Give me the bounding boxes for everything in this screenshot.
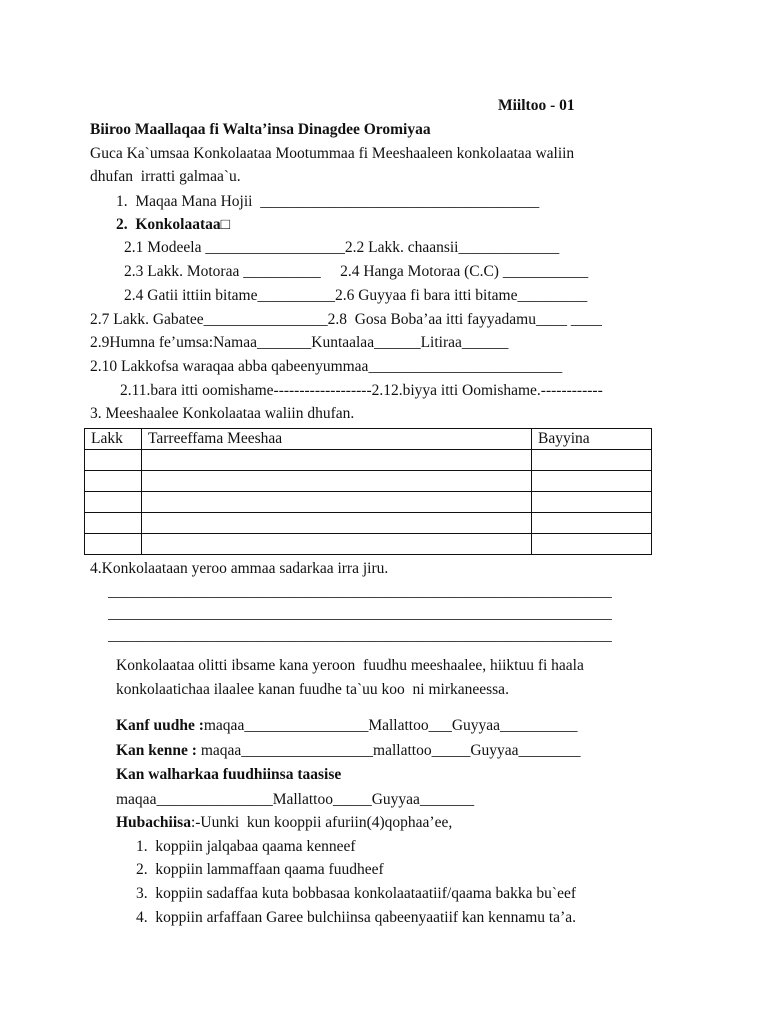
intro-line-1: Guca Ka`umsaa Konkolaataa Mootummaa fi Meeshaaleen konkolaataa waliin <box>90 145 575 162</box>
table-row <box>85 513 652 534</box>
table-cell <box>85 471 142 492</box>
table-cell <box>532 534 652 555</box>
copy-item: 4. koppiin arfaffaan Garee bulchiinsa qabeenyaatiif kan kennamu ta’a. <box>136 909 576 926</box>
model-chassis-fields: 2.1 Modeela __________________2.2 Lakk. chaansii_____________ <box>124 239 560 256</box>
copy-item: 1. koppiin jalqabaa qaama kenneef <box>136 838 356 855</box>
copy-item: 2. koppiin lammaffaan qaama fuudheef <box>136 861 384 878</box>
note-label: Hubachiisa <box>116 814 191 831</box>
form-number: Miiltoo - 01 <box>498 97 575 114</box>
price-date-fields: 2.4 Gatii ittiin bitame__________2.6 Guyyaa fi bara itti bitame_________ <box>124 287 588 304</box>
receiver-signature-line <box>116 716 578 736</box>
production-fields: 2.11.bara itti oomishame-------------------2.12.biyya itti Oomishame.------------ <box>120 382 603 399</box>
note-line <box>116 813 452 833</box>
capacity-fields: 2.9Humna fe’umsa:Namaa_______Kuntaalaa______Litiraa______ <box>90 334 509 351</box>
table-cell <box>142 513 532 534</box>
table-cell <box>532 492 652 513</box>
ownership-field: 2.10 Lakkofsa waraqaa abba qabeenyummaa_________________________ <box>90 358 563 375</box>
giver-signature-line <box>116 741 581 761</box>
office-title: Biiroo Maallaqaa fi Walta’insa Dinagdee Oromiyaa <box>90 121 431 138</box>
column-header: Lakk <box>85 429 142 450</box>
note-text: :-Uunki kun kooppii afuriin(4)qophaa’ee, <box>190 814 453 831</box>
plate-fuel-fields: 2.7 Lakk. Gabatee________________2.8 Gosa Boba’aa itti fayyadamu____ ____ <box>90 311 602 328</box>
table-cell <box>85 534 142 555</box>
table-cell <box>532 471 652 492</box>
receiver-fields: maqaa________________Mallattoo___Guyyaa__________ <box>203 717 578 734</box>
table-row <box>85 471 652 492</box>
table-cell <box>532 513 652 534</box>
table-cell <box>142 450 532 471</box>
copy-item: 3. koppiin sadaffaa kuta bobbasaa konkolaataatiif/qaama bakka bu`eef <box>136 885 576 902</box>
condition-line-3: _________________________________________________________________ <box>108 627 612 644</box>
intro-line-2: dhufan irratti galmaa`u. <box>90 168 241 185</box>
table-cell <box>532 450 652 471</box>
column-header: Tarreeffama Meeshaa <box>142 429 532 450</box>
receiver-label: Kanf uudhe : <box>116 717 204 734</box>
condition-heading: 4.Konkolaataan yeroo ammaa sadarkaa irra jiru. <box>90 560 389 577</box>
accessories-heading: 3. Meeshaalee Konkolaataa waliin dhufan. <box>90 405 355 422</box>
witness-label: Kan walharkaa fuudhiinsa taasise <box>116 766 342 783</box>
condition-line-1: _________________________________________________________________ <box>108 583 612 600</box>
vehicle-section-heading: 2. Konkolaataa□ <box>116 216 231 233</box>
table-header-row <box>85 429 652 450</box>
table-cell <box>142 492 532 513</box>
table-cell <box>142 471 532 492</box>
table-cell <box>85 450 142 471</box>
statement-line-1: Konkolaataa olitti ibsame kana yeroon fuudhu meeshaalee, hiiktuu fi haala <box>116 657 584 674</box>
table-row <box>85 450 652 471</box>
office-name-field: 1. Maqaa Mana Hojii ____________________________________ <box>116 193 540 210</box>
table-row <box>85 492 652 513</box>
condition-line-2: _________________________________________________________________ <box>108 605 612 622</box>
table-cell <box>85 492 142 513</box>
witness-fields: maqaa_______________Mallattoo_____Guyyaa_______ <box>116 791 475 808</box>
accessories-table <box>84 428 652 555</box>
table-cell <box>85 513 142 534</box>
motor-fields: 2.3 Lakk. Motoraa __________ 2.4 Hanga Motoraa (C.C) ___________ <box>124 263 589 280</box>
column-header: Bayyina <box>532 429 652 450</box>
table-cell <box>142 534 532 555</box>
table-row <box>85 534 652 555</box>
giver-fields: maqaa_________________mallattoo_____Guyyaa________ <box>200 742 581 759</box>
statement-line-2: konkolaatichaa ilaalee kanan fuudhe ta`uu koo ni mirkaneessa. <box>116 681 509 698</box>
giver-label: Kan kenne : <box>116 742 201 759</box>
